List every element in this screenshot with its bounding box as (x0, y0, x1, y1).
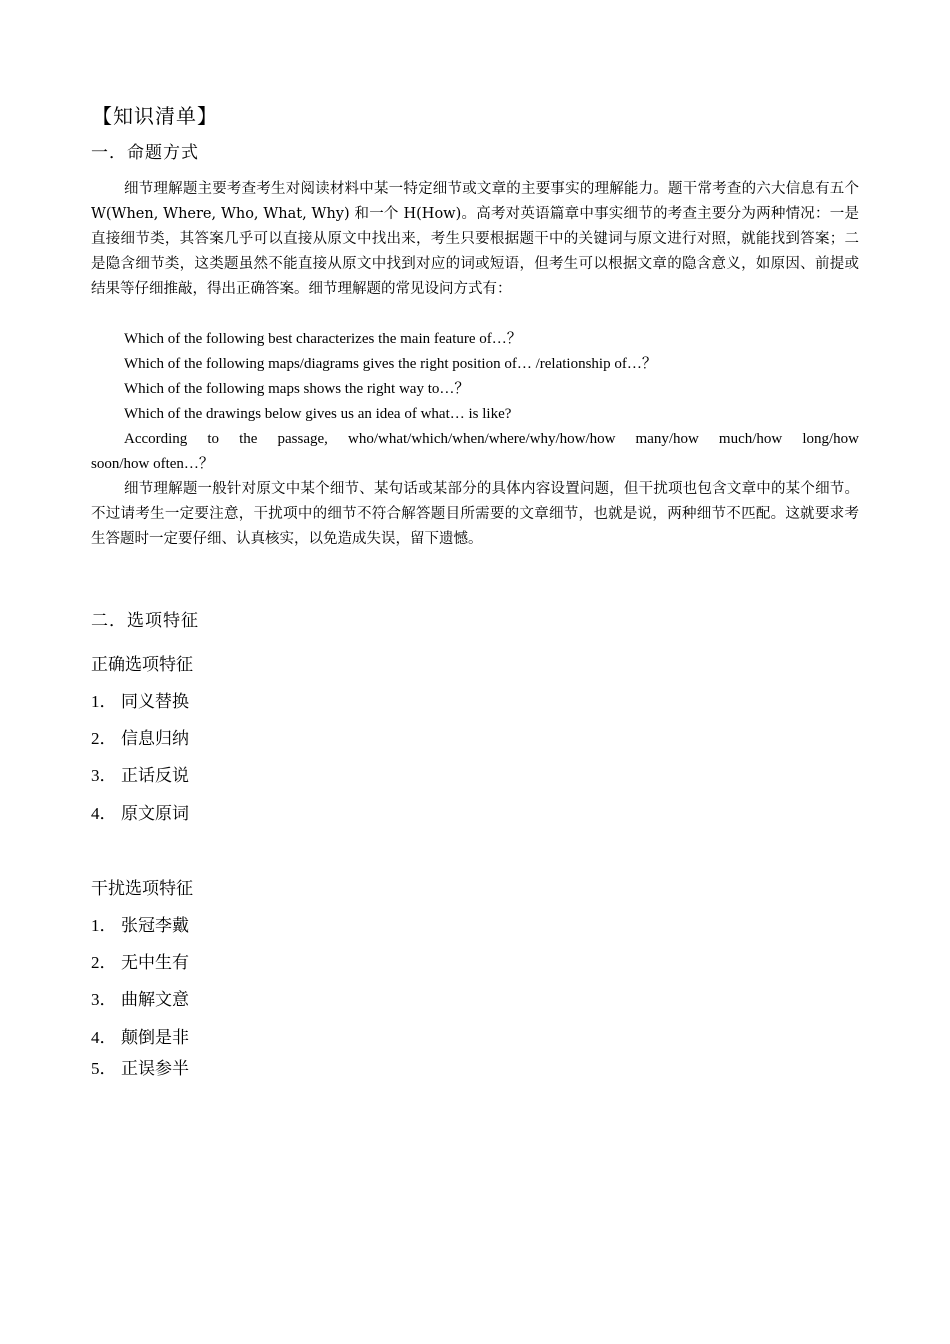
list-number: 2． (91, 953, 117, 972)
list-text: 信息归纳 (121, 729, 189, 749)
list-text: 无中生有 (121, 953, 189, 973)
distractor-option-item (91, 988, 189, 1012)
distractor-option-item (91, 951, 189, 975)
question-example-3: Which of the following maps shows the right way to…？ (124, 381, 470, 397)
correct-options-title: 正确选项特征 (91, 655, 193, 675)
question-example-5-line1: According to the passage, who/what/which/when/where/why/how/how many/how much/how long/how (124, 431, 859, 447)
question-example-2: Which of the following maps/diagrams gives the right position of… /relationship of…？ (124, 356, 657, 372)
section1-closing-paragraph: 细节理解题一般针对原文中某个细节、某句话或某部分的具体内容设置问题，但干扰项也包含文章中的某个细节。不过请考生一定要注意，干扰项中的细节不符合解答题目所需要的文章细节，也就是说，两种细节不匹配。这就要求考生答题时一定要仔细、认真核实，以免造成失误，留下遗憾。 (91, 481, 859, 547)
distractor-options-title: 干扰选项特征 (91, 879, 193, 899)
list-number: 3． (91, 766, 117, 785)
list-text: 颠倒是非 (121, 1028, 189, 1048)
list-number: 1． (91, 692, 117, 711)
distractor-option-item (91, 914, 189, 938)
list-text: 张冠李戴 (121, 916, 189, 936)
list-text: 曲解文意 (121, 990, 189, 1010)
question-example-5-line2: soon/how often…？ (91, 456, 214, 472)
list-text: 同义替换 (121, 692, 189, 712)
list-number: 3． (91, 990, 117, 1009)
knowledge-list-heading: 【知识清单】 (92, 104, 218, 128)
list-text: 原文原词 (121, 804, 189, 824)
list-text: 正话反说 (121, 766, 189, 786)
list-number: 4． (91, 804, 117, 823)
distractor-option-item (91, 1026, 189, 1050)
correct-option-item (91, 764, 189, 788)
list-number: 1． (91, 916, 117, 935)
section1-title: 一．命题方式 (91, 143, 199, 163)
correct-option-item (91, 690, 189, 714)
list-number: 4． (91, 1028, 117, 1047)
question-example-5 (91, 427, 859, 477)
correct-option-item (91, 727, 189, 751)
list-number: 2． (91, 729, 117, 748)
section2-title: 二．选项特征 (91, 611, 199, 631)
list-text: 正误参半 (121, 1059, 189, 1079)
question-example-4: Which of the drawings below gives us an idea of what… is like? (124, 406, 512, 422)
correct-option-item (91, 802, 189, 826)
list-number: 5． (91, 1059, 117, 1078)
question-example-1: Which of the following best characterizes the main feature of…？ (124, 331, 522, 347)
section1-intro-paragraph: 细节理解题主要考查考生对阅读材料中某一特定细节或文章的主要事实的理解能力。题干常考查的六大信息有五个 W(When, Where, Who, What, Why) 和一个 H(How)。高考对英语篇章中事实细节的考查主要分为两种情况：一是直接细节类，其答案几乎可以直接从原文中找出来，考生只要根据题干中的关键词与原文进行对照，就能找到答案；二是隐含细节类，这类题虽然不能直接从原文中找到对应的词或短语，但考生可以根据文章的隐含意义，如原因、前提或结果等仔细推敲，得出正确答案。细节理解题的常见设问方式有： (91, 181, 859, 297)
distractor-option-item (91, 1057, 189, 1081)
